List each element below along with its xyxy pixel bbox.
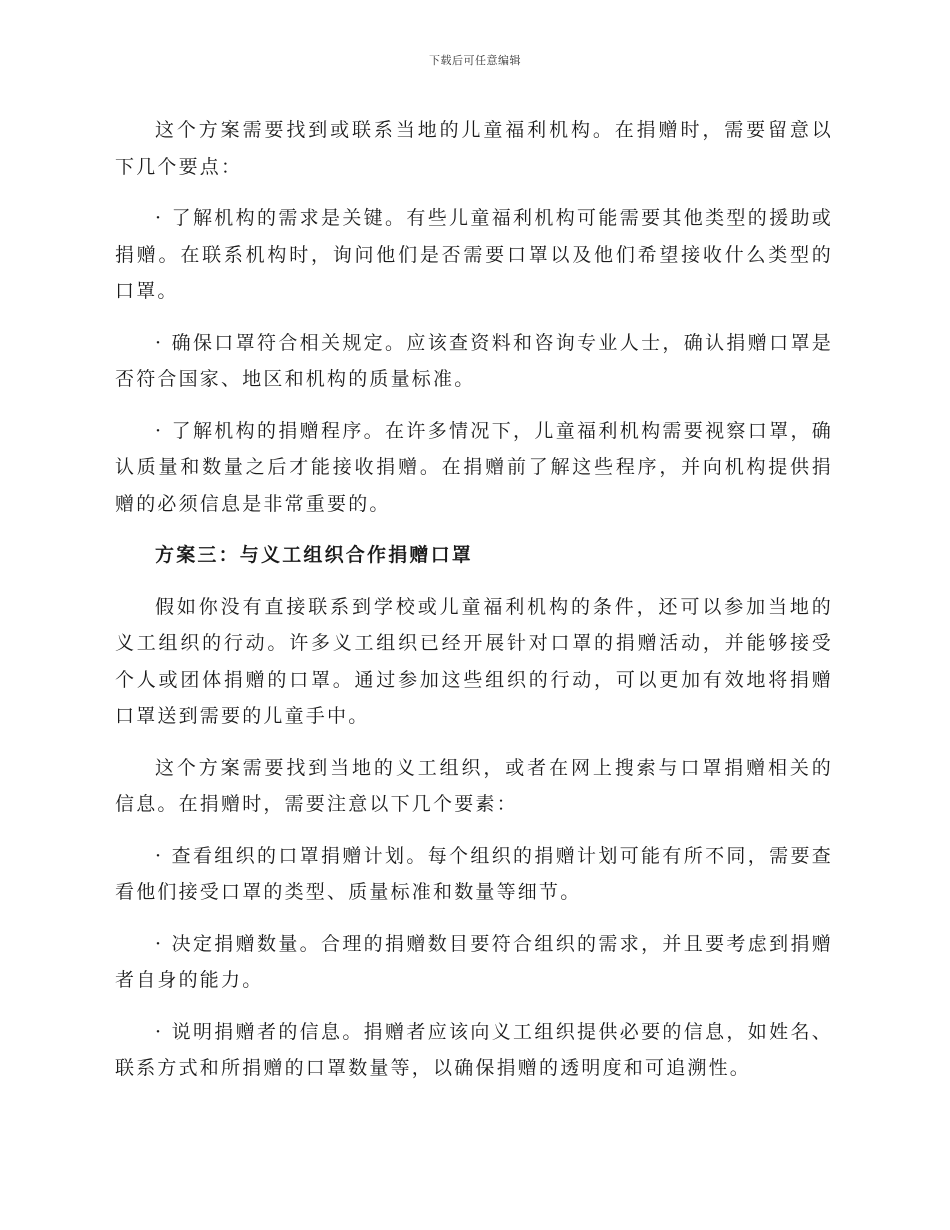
paragraph-intro: 这个方案需要找到或联系当地的儿童福利机构。在捐赠时，需要留意以下几个要点： <box>115 119 833 178</box>
bullet-decide-quantity: · 决定捐赠数量。合理的捐赠数目要符合组织的需求，并且要考虑到捐赠者自身的能力。 <box>115 932 833 991</box>
bullet-check-plan: · 查看组织的口罩捐赠计划。每个组织的捐赠计划可能有所不同，需要查看他们接受口罩的类型、质量标准和数量等细节。 <box>115 844 833 903</box>
paragraph-volunteer-intro: 假如你没有直接联系到学校或儿童福利机构的条件，还可以参加当地的义工组织的行动。许多义工组织已经开展针对口罩的捐赠活动，并能够接受个人或团体捐赠的口罩。通过参加这些组织的行动，可以更加有效地将捐赠口罩送到需要的儿童手中。 <box>115 595 833 727</box>
bullet-understand-needs: · 了解机构的需求是关键。有些儿童福利机构可能需要其他类型的援助或捐赠。在联系机构时，询问他们是否需要口罩以及他们希望接收什么类型的口罩。 <box>115 207 833 302</box>
bullet-donation-procedure: · 了解机构的捐赠程序。在许多情况下，儿童福利机构需要视察口罩，确认质量和数量之后才能接收捐赠。在捐赠前了解这些程序，并向机构提供捐赠的必须信息是非常重要的。 <box>115 419 833 515</box>
page-header: 下载后可任意编辑 <box>429 54 521 67</box>
section-heading-plan-three: 方案三：与义工组织合作捐赠口罩 <box>155 544 474 566</box>
paragraph-volunteer-steps: 这个方案需要找到当地的义工组织，或者在网上搜索与口罩捐赠相关的信息。在捐赠时，需要注意以下几个要素： <box>115 756 833 815</box>
bullet-donor-info: · 说明捐赠者的信息。捐赠者应该向义工组织提供必要的信息，如姓名、联系方式和所捐赠的口罩数量等，以确保捐赠的透明度和可追溯性。 <box>115 1020 833 1079</box>
document-body <box>115 112 833 1102</box>
bullet-ensure-compliance: · 确保口罩符合相关规定。应该查资料和咨询专业人士，确认捐赠口罩是否符合国家、地区和机构的质量标准。 <box>115 331 833 390</box>
